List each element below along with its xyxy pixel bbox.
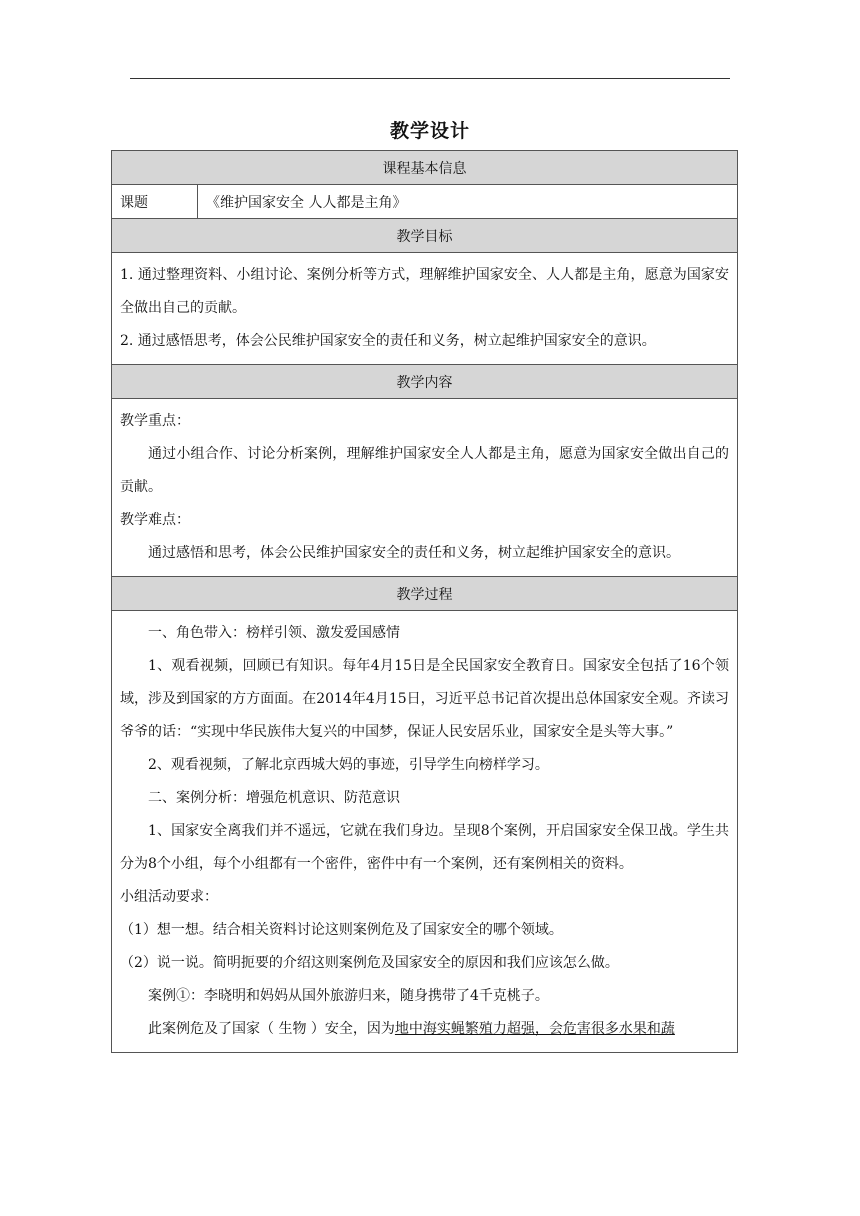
process-part1-title: 一、角色带入：榜样引领、激发爱国感情 bbox=[148, 625, 400, 641]
goals-cell bbox=[112, 253, 738, 365]
section-header-content-text: 教学内容 bbox=[112, 365, 738, 399]
subject-value: 《维护国家安全 人人都是主角》 bbox=[198, 185, 738, 219]
case-1-answer-blank: 生物 bbox=[274, 1021, 311, 1037]
goal-item: 1. 通过整理资料、小组讨论、案例分析等方式，理解维护国家安全、人人都是主角，愿意为国家安全做出自己的贡献。 bbox=[120, 267, 729, 316]
subject-label: 课题 bbox=[112, 185, 198, 219]
process-cell bbox=[112, 611, 738, 1053]
process-part1-item1: 1、观看视频，回顾已有知识。每年4月15日是全民国家安全教育日。国家安全包括了16个领域，涉及到国家的方方面面。在2014年4月15日，习近平总书记首次提出总体国家安全观。齐读习爷爷的话：“实现中华民族伟大复兴的中国梦，保证人民安居乐业，国家安全是头等大事。” bbox=[120, 658, 729, 740]
section-header-process bbox=[112, 577, 738, 611]
difficult-point-label: 教学难点： bbox=[120, 512, 190, 528]
case-1-answer-prefix: 此案例危及了国家（ bbox=[148, 1021, 274, 1037]
process-part2-item1: 1、国家安全离我们并不遥远，它就在我们身边。呈现8个案例，开启国家安全保卫战。学生共分为8个小组，每个小组都有一个密件，密件中有一个案例，还有案例相关的资料。 bbox=[120, 823, 729, 872]
section-header-basic bbox=[112, 151, 738, 185]
requirements-label: 小组活动要求： bbox=[120, 889, 218, 905]
process-part1-item2: 2、观看视频，了解北京西城大妈的事迹，引导学生向榜样学习。 bbox=[148, 757, 549, 773]
case-1-answer-mid: ）安全，因为 bbox=[310, 1021, 395, 1037]
section-header-basic-text: 课程基本信息 bbox=[112, 151, 738, 185]
goals-row bbox=[112, 253, 738, 365]
content-cell bbox=[112, 399, 738, 577]
requirement-item: （1）想一想。结合相关资料讨论这则案例危及了国家安全的哪个领域。 bbox=[120, 922, 563, 938]
content-row bbox=[112, 399, 738, 577]
section-header-process-text: 教学过程 bbox=[112, 577, 738, 611]
section-header-content bbox=[112, 365, 738, 399]
case-1-answer bbox=[120, 1013, 729, 1046]
key-point-label: 教学重点： bbox=[120, 413, 190, 429]
requirement-item: （2）说一说。简明扼要的介绍这则案例危及国家安全的原因和我们应该怎么做。 bbox=[120, 955, 619, 971]
document-title: 教学设计 bbox=[389, 120, 470, 142]
subject-row bbox=[112, 185, 738, 219]
section-header-goals-text: 教学目标 bbox=[112, 219, 738, 253]
process-row bbox=[112, 611, 738, 1053]
difficult-point-text: 通过感悟和思考，体会公民维护国家安全的责任和义务，树立起维护国家安全的意识。 bbox=[148, 545, 680, 561]
key-point-text: 通过小组合作、讨论分析案例，理解维护国家安全人人都是主角，愿意为国家安全做出自己的贡献。 bbox=[120, 446, 729, 495]
case-1-text: 案例①：李晓明和妈妈从国外旅游归来，随身携带了4千克桃子。 bbox=[148, 988, 549, 1004]
case-1-answer-underlined: 地中海实蝇繁殖力超强，会危害很多水果和蔬 bbox=[394, 1021, 675, 1037]
header-rule bbox=[130, 78, 730, 79]
process-part2-title: 二、案例分析：增强危机意识、防范意识 bbox=[148, 790, 400, 806]
goal-item: 2. 通过感悟思考，体会公民维护国家安全的责任和义务，树立起维护国家安全的意识。 bbox=[120, 333, 656, 349]
section-header-goals bbox=[112, 219, 738, 253]
lesson-plan-table bbox=[111, 150, 738, 1053]
